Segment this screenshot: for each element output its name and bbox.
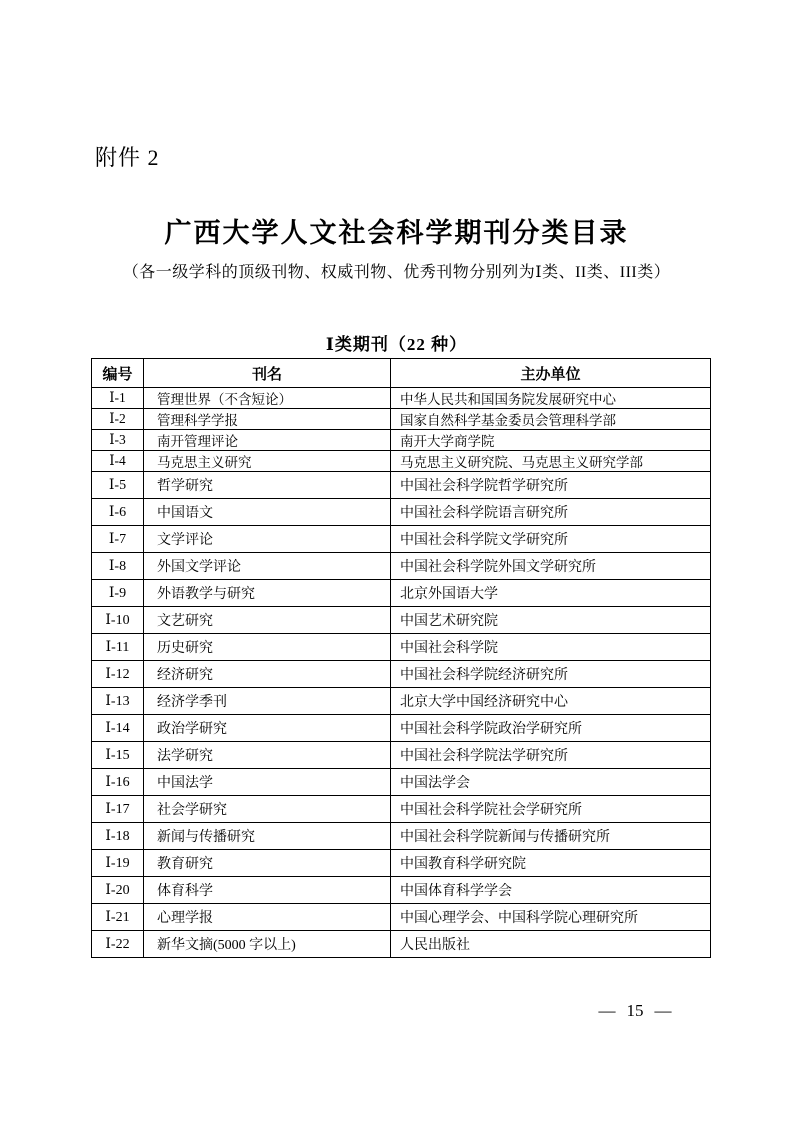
page-footer (570, 1001, 700, 1021)
table-row (92, 823, 711, 850)
journal-code-cell: Ⅰ-9 (92, 580, 144, 607)
journal-name-cell: 经济研究 (144, 661, 391, 688)
journal-name-cell: 政治学研究 (144, 715, 391, 742)
organizer-cell: 中国心理学会、中国科学院心理研究所 (391, 904, 711, 931)
organizer-cell: 中国体育科学学会 (391, 877, 711, 904)
journal-code-cell: Ⅰ-2 (92, 409, 144, 430)
table-row (92, 634, 711, 661)
journal-code-cell: Ⅰ-7 (92, 526, 144, 553)
journal-name-cell: 文学评论 (144, 526, 391, 553)
journal-name-cell: 马克思主义研究 (144, 451, 391, 472)
journal-code-cell: Ⅰ-17 (92, 796, 144, 823)
journal-code-cell: Ⅰ-18 (92, 823, 144, 850)
table-row (92, 769, 711, 796)
organizer-cell: 人民出版社 (391, 931, 711, 958)
table-row (92, 451, 711, 472)
table-header-row (92, 359, 711, 388)
journal-name-cell: 心理学报 (144, 904, 391, 931)
table-row (92, 388, 711, 409)
journal-code-cell: Ⅰ-16 (92, 769, 144, 796)
footer-dash-right: — (654, 1001, 672, 1020)
organizer-cell: 中华人民共和国国务院发展研究中心 (391, 388, 711, 409)
journal-name-cell: 南开管理评论 (144, 430, 391, 451)
organizer-cell: 中国社会科学院社会学研究所 (391, 796, 711, 823)
journal-name-cell: 新闻与传播研究 (144, 823, 391, 850)
table-row (92, 472, 711, 499)
journal-code-cell: Ⅰ-20 (92, 877, 144, 904)
journal-name-cell: 中国法学 (144, 769, 391, 796)
journal-code-cell: Ⅰ-11 (92, 634, 144, 661)
journal-code-cell: Ⅰ-13 (92, 688, 144, 715)
journal-code-cell: Ⅰ-3 (92, 430, 144, 451)
journal-name-cell: 教育研究 (144, 850, 391, 877)
page-number: 15 (626, 1001, 644, 1020)
page-subtitle: （各一级学科的顶级刊物、权威刊物、优秀刊物分别列为Ⅰ类、II类、III类） (122, 264, 671, 281)
organizer-cell: 中国社会科学院语言研究所 (391, 499, 711, 526)
journal-name-cell: 体育科学 (144, 877, 391, 904)
journal-code-cell: Ⅰ-19 (92, 850, 144, 877)
journal-name-cell: 新华文摘(5000 字以上) (144, 931, 391, 958)
table-row (92, 796, 711, 823)
journal-code-cell: Ⅰ-15 (92, 742, 144, 769)
journal-name-cell: 经济学季刊 (144, 688, 391, 715)
table-row (92, 499, 711, 526)
organizer-cell: 中国艺术研究院 (391, 607, 711, 634)
table-row (92, 931, 711, 958)
organizer-cell: 中国社会科学院文学研究所 (391, 526, 711, 553)
table-row (92, 742, 711, 769)
journal-name-cell: 哲学研究 (144, 472, 391, 499)
table-row (92, 661, 711, 688)
table-row (92, 526, 711, 553)
page-title: 广西大学人文社会科学期刊分类目录 (164, 218, 629, 248)
journal-code-cell: Ⅰ-5 (92, 472, 144, 499)
organizer-cell: 马克思主义研究院、马克思主义研究学部 (391, 451, 711, 472)
header-journal: 刊名 (144, 359, 391, 388)
journal-name-cell: 社会学研究 (144, 796, 391, 823)
journal-name-cell: 中国语文 (144, 499, 391, 526)
journal-code-cell: Ⅰ-6 (92, 499, 144, 526)
journal-name-cell: 外语教学与研究 (144, 580, 391, 607)
journal-name-cell: 历史研究 (144, 634, 391, 661)
table-row (92, 850, 711, 877)
journal-table (91, 358, 711, 958)
organizer-cell: 中国法学会 (391, 769, 711, 796)
journal-name-cell: 法学研究 (144, 742, 391, 769)
organizer-cell: 中国社会科学院哲学研究所 (391, 472, 711, 499)
journal-code-cell: Ⅰ-10 (92, 607, 144, 634)
organizer-cell: 南开大学商学院 (391, 430, 711, 451)
table-row (92, 688, 711, 715)
table-row (92, 904, 711, 931)
table-row (92, 715, 711, 742)
organizer-cell: 北京外国语大学 (391, 580, 711, 607)
organizer-cell: 中国社会科学院外国文学研究所 (391, 553, 711, 580)
journal-code-cell: Ⅰ-8 (92, 553, 144, 580)
journal-name-cell: 管理科学学报 (144, 409, 391, 430)
journal-code-cell: Ⅰ-12 (92, 661, 144, 688)
table-row (92, 607, 711, 634)
journal-code-cell: Ⅰ-21 (92, 904, 144, 931)
section-heading: Ⅰ类期刊（22 种） (325, 335, 468, 354)
table-row (92, 553, 711, 580)
journal-name-cell: 文艺研究 (144, 607, 391, 634)
organizer-cell: 中国社会科学院经济研究所 (391, 661, 711, 688)
organizer-cell: 中国社会科学院法学研究所 (391, 742, 711, 769)
organizer-cell: 中国社会科学院 (391, 634, 711, 661)
journal-code-cell: Ⅰ-22 (92, 931, 144, 958)
organizer-cell: 中国社会科学院政治学研究所 (391, 715, 711, 742)
header-organizer: 主办单位 (391, 359, 711, 388)
journal-code-cell: Ⅰ-4 (92, 451, 144, 472)
organizer-cell: 中国社会科学院新闻与传播研究所 (391, 823, 711, 850)
organizer-cell: 国家自然科学基金委员会管理科学部 (391, 409, 711, 430)
journal-name-cell: 管理世界（不含短论） (144, 388, 391, 409)
organizer-cell: 中国教育科学研究院 (391, 850, 711, 877)
table-row (92, 877, 711, 904)
table-row (92, 409, 711, 430)
journal-code-cell: Ⅰ-14 (92, 715, 144, 742)
journal-code-cell: Ⅰ-1 (92, 388, 144, 409)
header-code: 编号 (92, 359, 144, 388)
journal-table-body (92, 388, 711, 958)
table-row (92, 430, 711, 451)
attachment-label: 附件 2 (95, 145, 160, 170)
table-row (92, 580, 711, 607)
footer-dash-left: — (598, 1001, 616, 1020)
journal-name-cell: 外国文学评论 (144, 553, 391, 580)
organizer-cell: 北京大学中国经济研究中心 (391, 688, 711, 715)
